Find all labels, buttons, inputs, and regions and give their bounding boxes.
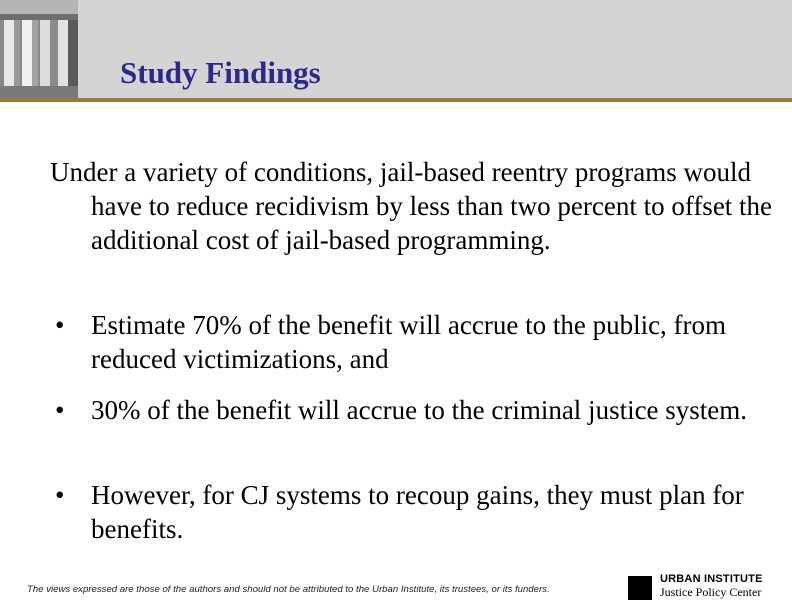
bullet-marker: •	[55, 480, 65, 510]
header-band	[0, 0, 792, 100]
slide-title: Study Findings	[120, 55, 321, 90]
bullet-item	[50, 478, 750, 546]
bullet-marker: •	[55, 395, 65, 425]
bullet-item	[50, 393, 750, 427]
bullet-text: However, for CJ systems to recoup gains, they must plan for benefits.	[91, 480, 744, 544]
bullet-text: 30% of the benefit will accrue to the criminal justice system.	[91, 395, 748, 425]
footer-disclaimer: The views expressed are those of the authors and should not be attributed to the Urban Institute, its trustees, or its funders.	[27, 584, 550, 595]
column-image	[0, 0, 78, 100]
logo-org-name: URBAN INSTITUTE	[660, 573, 763, 585]
bullet-item	[50, 308, 750, 376]
logo-square-icon	[628, 576, 652, 600]
header-divider	[0, 98, 792, 102]
logo-center-name: Justice Policy Center	[660, 585, 762, 599]
bullet-marker: •	[55, 310, 65, 340]
bullet-text: Estimate 70% of the benefit will accrue to the public, from reduced victimizations, and	[91, 310, 727, 374]
intro-paragraph: Under a variety of conditions, jail-based reentry programs would have to reduce recidivism by less than two percent to offset the additional cost of jail-based programming.	[50, 157, 773, 255]
